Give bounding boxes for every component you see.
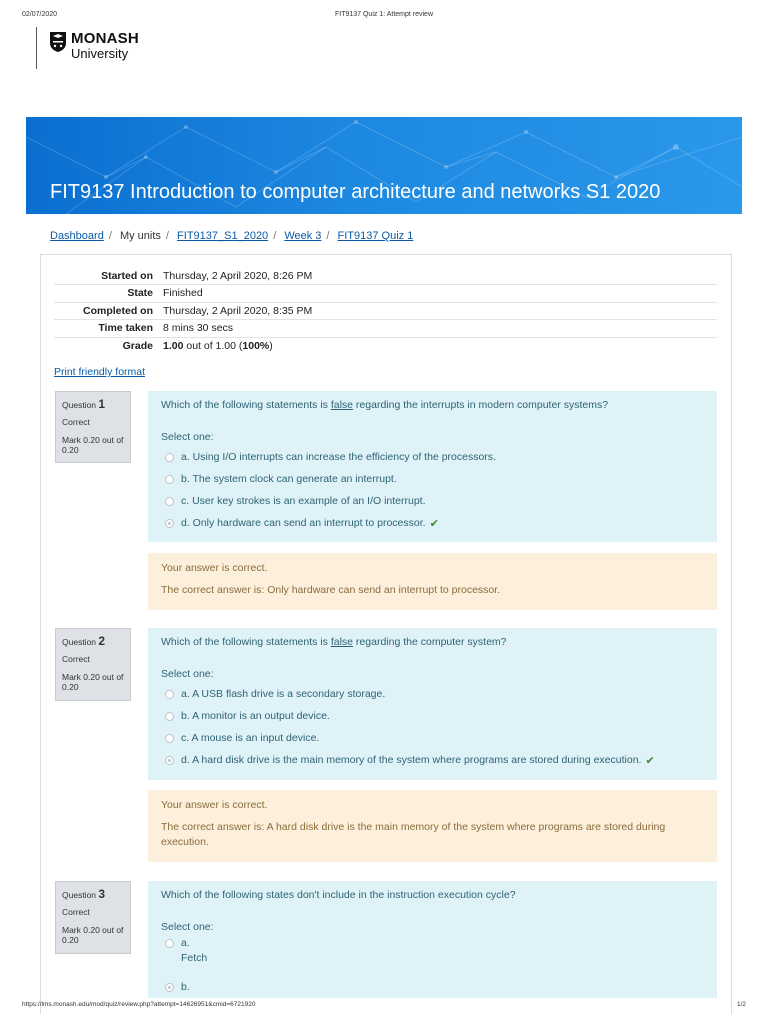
summary-row-time: Time taken 8 mins 30 secs xyxy=(54,320,717,338)
question-info-3: Question 3 Correct Mark 0.20 out of 0.20 xyxy=(55,881,131,954)
feedback-1 xyxy=(148,553,717,610)
grade-percent: 100% xyxy=(242,340,270,352)
right-answer: The correct answer is: Only hardware can send an interrupt to processor. xyxy=(161,584,501,597)
select-one-prompt: Select one: xyxy=(161,921,214,933)
question-text: Which of the following statements is false regarding the computer system? xyxy=(161,636,507,648)
feedback-text: Your answer is correct. xyxy=(161,799,268,811)
feedback-text: Your answer is correct. xyxy=(161,562,268,574)
breadcrumb: Dashboard / My units / FIT9137_S1_2020 / Week 3 / FIT9137 Quiz 1 xyxy=(50,230,414,242)
print-url: https://lms.monash.edu/mod/quiz/review.php?attempt=14626951&cmid=6721920 xyxy=(22,1001,256,1008)
question-text: Which of the following states don't include in the instruction execution cycle? xyxy=(161,889,516,901)
answer-option-a[interactable]: a. A USB flash drive is a secondary storage. xyxy=(161,683,704,705)
answer-option-a[interactable]: a. Fetch xyxy=(161,936,704,964)
question-info-2: Question 2 Correct Mark 0.20 out of 0.20 xyxy=(55,628,131,701)
print-date: 02/07/2020 xyxy=(22,11,58,18)
summary-row-state: State Finished xyxy=(54,285,717,303)
question-info-1: Question 1 Correct Mark 0.20 out of 0.20 xyxy=(55,391,131,463)
summary-row-started: Started on Thursday, 2 April 2020, 8:26 PM xyxy=(101,269,313,282)
radio-button[interactable] xyxy=(165,453,174,462)
radio-button[interactable] xyxy=(165,939,174,948)
question-content-1 xyxy=(148,391,717,542)
course-title: FIT9137 Introduction to computer architecture and networks S1 2020 xyxy=(50,181,661,203)
radio-button[interactable] xyxy=(165,712,174,721)
question-content-3 xyxy=(148,881,717,998)
summary-row-grade: Grade 1.00 out of 1.00 (100%) xyxy=(54,337,717,355)
radio-button[interactable] xyxy=(165,690,174,699)
answer-options xyxy=(161,683,704,771)
radio-button-selected[interactable] xyxy=(165,519,174,528)
logo-line2: University xyxy=(71,46,129,61)
question-text: Which of the following statements is false regarding the interrupts in modern computer systems? xyxy=(161,399,609,411)
answer-options xyxy=(161,936,704,994)
question-state: Correct xyxy=(62,654,90,664)
answer-option-b[interactable]: b. The system clock can generate an interrupt. xyxy=(161,468,704,490)
radio-button[interactable] xyxy=(165,475,174,484)
question-number: 1 xyxy=(98,397,106,411)
question-state: Correct xyxy=(62,417,90,427)
radio-button[interactable] xyxy=(165,497,174,506)
breadcrumb-unit[interactable]: FIT9137_S1_2020 xyxy=(177,230,269,242)
breadcrumb-quiz[interactable]: FIT9137 Quiz 1 xyxy=(337,230,414,242)
right-answer: The correct answer is: A hard disk drive is the main memory of the system where programs are stored during execution. xyxy=(161,821,666,849)
select-one-prompt: Select one: xyxy=(161,431,214,443)
answer-option-b[interactable]: b. xyxy=(161,980,704,994)
answer-option-a[interactable]: a. Using I/O interrupts can increase the efficiency of the processors. xyxy=(161,446,704,468)
grade-score: 1.00 xyxy=(163,340,184,352)
radio-button-selected[interactable] xyxy=(165,983,174,992)
answer-option-c[interactable]: c. A mouse is an input device. xyxy=(161,727,704,749)
print-footer xyxy=(22,1001,746,1011)
question-state: Correct xyxy=(62,907,90,917)
select-one-prompt: Select one: xyxy=(161,668,214,680)
breadcrumb-my-units: My units xyxy=(119,230,161,242)
answer-option-c[interactable]: c. User key strokes is an example of an I/O interrupt. xyxy=(161,490,704,512)
answer-options xyxy=(161,446,704,534)
print-page-number: 1/2 xyxy=(736,1001,746,1008)
question-mark: Mark 0.20 out of 0.20 xyxy=(62,924,124,946)
question-content-2 xyxy=(148,628,717,780)
feedback-2 xyxy=(148,790,717,862)
answer-option-d[interactable]: d. A hard disk drive is the main memory of the system where programs are stored during execution. ✔ xyxy=(161,749,704,771)
answer-option-d[interactable]: d. Only hardware can send an interrupt to processor. ✔ xyxy=(161,512,704,534)
radio-button-selected[interactable] xyxy=(165,756,174,765)
question-number: 2 xyxy=(98,634,106,648)
correct-check-icon: ✔ xyxy=(429,517,439,530)
answer-option-b[interactable]: b. A monitor is an output device. xyxy=(161,705,704,727)
monash-crest-icon xyxy=(49,31,67,53)
question-mark: Mark 0.20 out of 0.20 xyxy=(62,671,124,693)
breadcrumb-week[interactable]: Week 3 xyxy=(284,230,322,242)
correct-check-icon: ✔ xyxy=(645,754,655,767)
radio-button[interactable] xyxy=(165,734,174,743)
breadcrumb-dashboard[interactable]: Dashboard xyxy=(50,230,104,242)
question-number: 3 xyxy=(98,887,106,901)
summary-row-completed: Completed on Thursday, 2 April 2020, 8:35 PM xyxy=(54,302,717,320)
logo-line1: MONASH xyxy=(71,30,139,47)
print-page-title: FIT9137 Quiz 1: Attempt review xyxy=(334,11,434,18)
course-banner xyxy=(26,117,742,214)
attempt-summary xyxy=(54,267,717,355)
print-header xyxy=(22,11,746,21)
monash-logo[interactable] xyxy=(36,27,139,69)
logo-divider xyxy=(36,27,37,69)
print-friendly-link[interactable]: Print friendly format xyxy=(54,366,146,378)
question-mark: Mark 0.20 out of 0.20 xyxy=(62,434,124,456)
